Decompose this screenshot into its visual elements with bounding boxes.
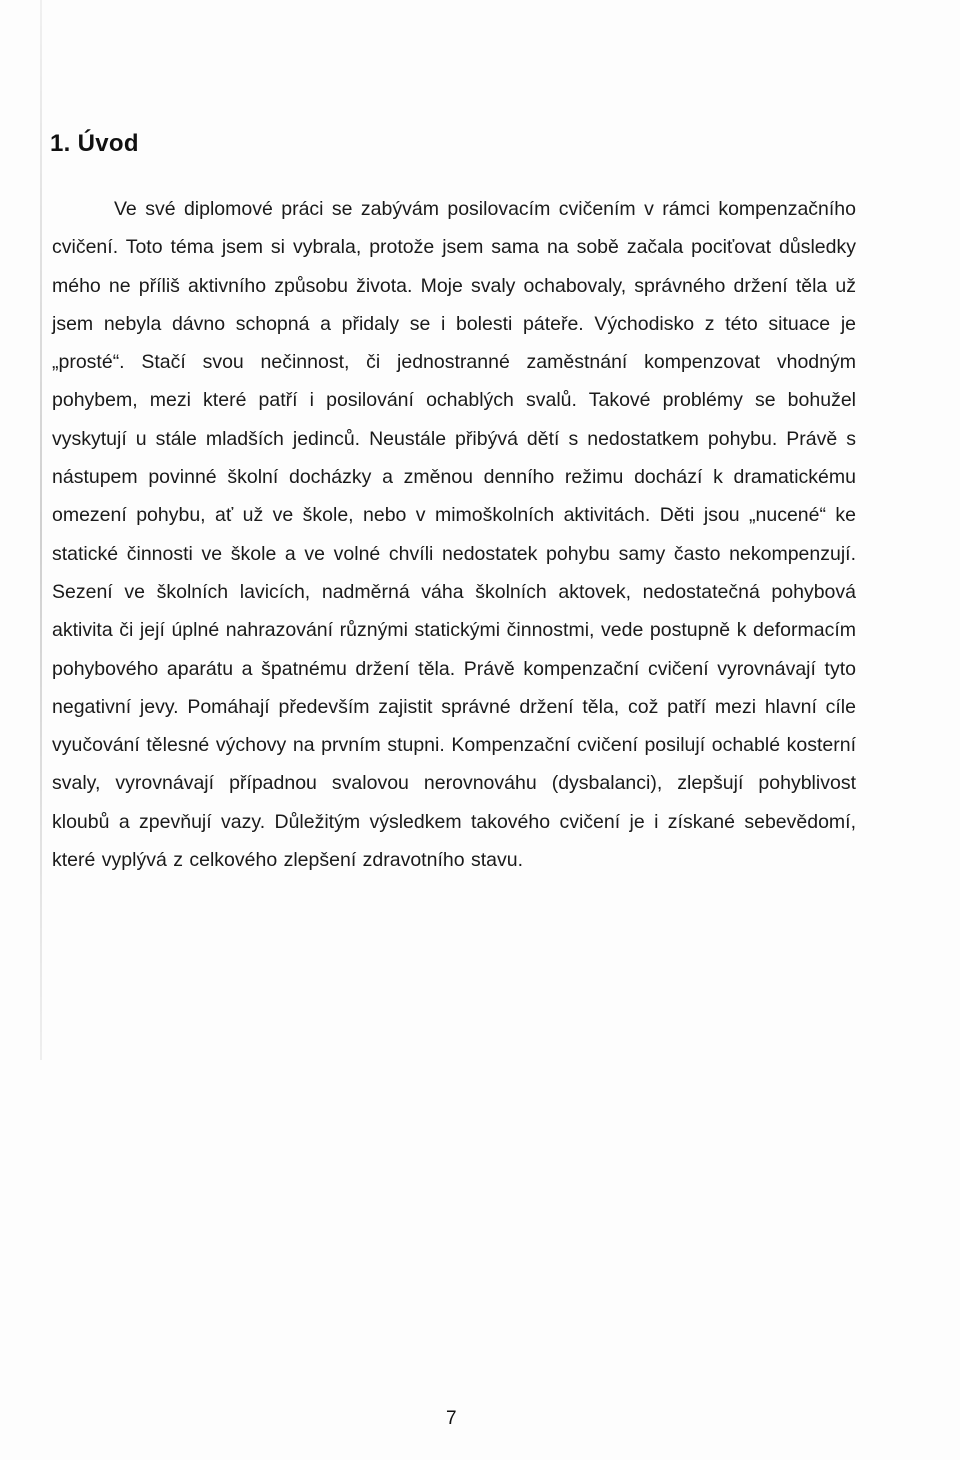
chapter-heading: 1. Úvod bbox=[50, 130, 139, 157]
page-number: 7 bbox=[446, 1408, 457, 1429]
body-paragraph: Ve své diplomové práci se zabývám posilovacím cvičením v rámci kompenzačního cvičení. Toto téma jsem si vybrala, protože jsem sama na sobě začala pociťovat důsledky mého ne příliš aktivního způsobu života. Moje svaly ochabovaly, správného držení těla už jsem nebyla dávno schopná a přidaly se i bolesti páteře. Východisko z této situace je „prosté“. Stačí svou nečinnost, či jednostranné zaměstnání kompenzovat vhodným pohybem, mezi které patří i posilování ochablých svalů. Takové problémy se bohužel vyskytují u stále mladších jedinců. Neustále přibývá dětí s nedostatkem pohybu. Právě s nástupem povinné školní docházky a změnou denního režimu dochází k dramatickému omezení pohybu, ať už ve škole, nebo v mimoškolních aktivitách. Děti jsou „nucené“ ke statické činnosti ve škole a ve volné chvíli nedostatek pohybu samy často nekompenzují. Sezení ve školních lavicích, nadměrná váha školních aktovek, nedostatečná pohybová aktivita či její úplné nahrazování různými statickými činnostmi, vede postupně k deformacím pohybového aparátu a špatnému držení těla. Právě kompenzační cvičení vyrovnávají tyto negativní jevy. Pomáhají především zajistit správné držení těla, což patří mezi hlavní cíle vyučování tělesné výchovy na prvním stupni. Kompenzační cvičení posilují ochablé kosterní svaly, vyrovnávají případnou svalovou nerovnováhu (dysbalanci), zlepšují pohyblivost kloubů a zpevňují vazy. Důležitým výsledkem takového cvičení je i získané sebevědomí, které vyplývá z celkového zlepšení zdravotního stavu. bbox=[52, 198, 856, 872]
binding-shadow bbox=[40, 0, 42, 1060]
